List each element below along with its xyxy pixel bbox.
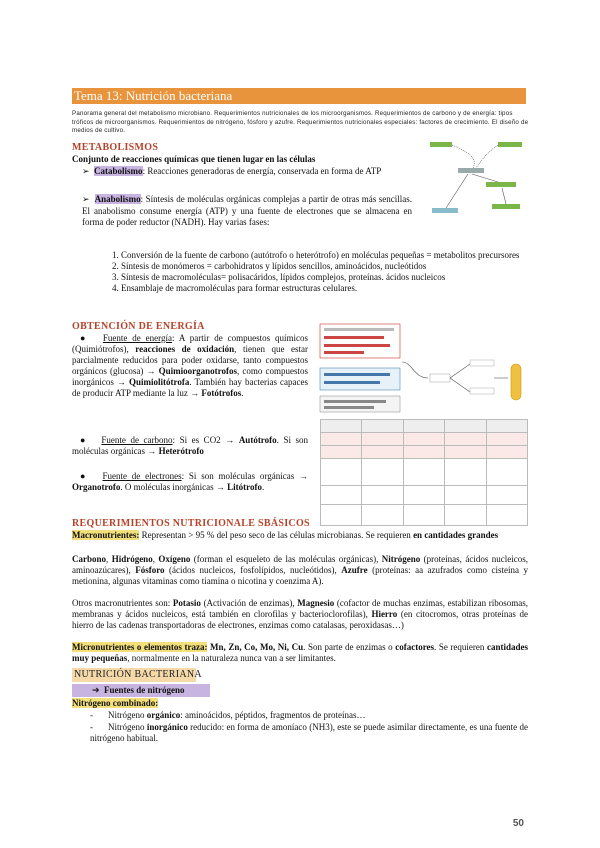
energy-diagram <box>318 322 528 414</box>
n-text: (proteínas, ácidos nucleicos, aminoazúcares), <box>72 554 528 575</box>
requerimientos-heading: REQUERIMIENTOS NUTRICIONALE SBÁSICOS <box>72 518 310 529</box>
fuente-electrones-text: . O moléculas inorgánicas → <box>120 482 228 492</box>
fase-item: 4. Ensamblaje de macromoléculas para formar estructuras celulares. <box>121 283 541 294</box>
carbono: Carbono <box>72 554 107 564</box>
bullet-icon: ● <box>80 471 89 481</box>
diagram-line <box>324 351 364 354</box>
fuente-carbono-text: . Si son moléculas orgánicas → <box>72 435 309 456</box>
micronutrientes-label: Micronutrientes o elementos traza: <box>72 642 208 652</box>
fuente-carbono-label: Fuente de carbono <box>101 435 173 445</box>
metabolismo-subheading: Conjunto de reacciones químicas que tienen lugar en las células <box>72 154 316 164</box>
bullet-icon: ● <box>80 435 88 445</box>
fe-text: (en citocromos, otras proteínas de hierro de las cadenas transportadoras de electrones, enzimas como catalasas, peroxidasas…) <box>72 609 528 630</box>
diagram-node <box>470 388 494 394</box>
diagram-line <box>324 373 390 376</box>
diagram-edge <box>452 145 474 168</box>
cantidades-grandes: en cantidades grandes <box>413 530 499 540</box>
item-text: : aminoácidos, péptidos, fragmentos de proteínas… <box>180 710 366 720</box>
metabolism-diagram <box>428 138 528 218</box>
diagram-line <box>324 336 384 339</box>
nitrogeno-item-organico <box>90 710 528 721</box>
litotrofo: Litótrofo <box>227 482 262 492</box>
fuente-energia-text: , tienen que estar parcialmente reducidos para poder oxidarse, tanto compuestos orgánicos (glucosa) → <box>72 344 308 376</box>
fuentes-nitrogeno <box>92 685 185 697</box>
cantidades-pequenas: cantidades muy pequeñas <box>72 642 528 663</box>
diagram-edge <box>502 188 506 204</box>
quimioorganotrofos: Quimioorganotrofos <box>158 366 238 376</box>
hidrogeno: Hidrógeno <box>111 554 153 564</box>
fosforo: Fósforo <box>135 565 165 575</box>
diagram-line <box>324 328 394 331</box>
fase-item: 3. Síntesis de macromoléculas= polisacáridos, lípidos complejos, proteínas. ácidos nucleicos <box>121 272 541 283</box>
catabolismo-text: : Reacciones generadoras de energía, conservada en forma de ATP <box>142 166 382 176</box>
diagram-box <box>320 368 400 390</box>
cho-text: (forman el esqueleto de las moléculas orgánicas), <box>190 554 382 564</box>
diagram-edge <box>402 362 428 378</box>
p-text: (ácidos nucleicos, fosfolípidos, nucleótidos), <box>164 565 342 575</box>
fuente-energia-text: : A partir de compuestos químicos (Quimiótrofos), <box>72 333 309 354</box>
azufre: Azufre <box>341 565 368 575</box>
diagram-line <box>324 400 386 403</box>
fuente-electrones-label: Fuente de electrones <box>102 471 182 481</box>
otros-macronutrientes <box>72 598 528 631</box>
diagram-node <box>498 142 522 147</box>
subtitle: Panorama general del metabolismo microbiano. Requerimientos nutricionales de los microorganismos. Requerimientos de carbono y de energía: tipos tróficos de microorganismos. Requerimientos de nitrógeno, fósforo y azufre. Requerimientos nutricionales especiales: factores de crecimiento. El diseño de medios de cultivo. <box>72 110 529 134</box>
item-text: Nitrógeno <box>108 722 147 732</box>
s-text: (proteínas: aa azufrados como cisteína y metionina, algunas vitaminas como tiamina o nicotina y coenzima A). <box>72 565 529 586</box>
anabolismo-label: Anabolismo <box>94 194 141 204</box>
arrow-icon: ➢ <box>82 167 90 177</box>
page-number: 50 <box>512 818 524 829</box>
diagram-node <box>492 204 520 209</box>
hierro: Hierro <box>371 609 398 619</box>
heterotrofo: Heterótrofo <box>158 446 204 456</box>
anabolismo-fases <box>107 250 541 294</box>
diagram-node <box>432 208 458 213</box>
combinado-label: Nitrógeno combinado: <box>72 698 159 708</box>
bacterium-icon <box>511 364 521 400</box>
diagram-node <box>430 374 450 382</box>
micro-text: , normalmente en la naturaleza nunca van a ser limitantes. <box>127 653 336 663</box>
item-text: Nitrógeno <box>108 710 147 720</box>
tipos-troficos-table <box>320 419 528 526</box>
anabolismo-item <box>82 194 412 228</box>
diagram-edge <box>450 364 470 378</box>
otros-text: Otros macronutrientes son: <box>72 598 173 608</box>
fuente-carbono-text: : Si es CO2 → <box>172 435 239 445</box>
diagram-node <box>430 142 452 147</box>
fuente-energia-label: Fuente de energía <box>102 333 172 343</box>
fase-item: 2. Síntesis de monómeros = carbohidratos y lípidos sencillos, aminoácidos, nucleótidos <box>121 261 541 272</box>
fuentes-label: Fuentes de nitrógeno <box>104 685 185 695</box>
bullet-icon: ● <box>80 333 89 343</box>
k-text: (Activación de enzimas), <box>200 598 298 608</box>
item-text: reducido: en forma de amoníaco (NH3), este se puede asimilar directamente, es una fuente de nitrógeno habitual. <box>90 722 528 743</box>
diagram-line <box>324 406 374 409</box>
diagram-line <box>324 381 380 384</box>
fuente-energia-block: ● Fuente de energía: A partir de compuestos químicos (Quimiótrofos), reacciones de oxidación, tienen que estar parcialmente reducidos para poder oxidarse, tanto compuestos orgánicos (glucosa) → Quimioorganotrofos, como compuestos inorgánicos → Quimiolitótrofa. También hay bacterias capaces de producir ATP mediante la luz → Fotótrofos. <box>72 333 309 398</box>
quimiolitotrofa: Quimiolitótrofa <box>128 377 190 387</box>
arrow-right-icon: ➔ <box>92 686 100 696</box>
dash-icon: - <box>90 710 93 720</box>
organico: orgánico <box>146 710 181 720</box>
diagram-edge <box>450 378 470 392</box>
mg-text: (cofactor de muchas enzimas, estabilizan ribosomas, membranas y ácidos nucleicos, está también en clorofilas y bacterioclorofilas), <box>72 598 529 619</box>
diagram-node <box>458 168 484 173</box>
elementos-block: Carbono, Hidrógeno, Oxígeno (forman el esqueleto de las moléculas orgánicas), Nitrógeno (proteínas, ácidos nucleicos, aminoazúcares), Fósforo (ácidos nucleicos, fosfolípidos, nucleótidos), Azufre (proteínas: aa azufrados como cisteína y metionina, algunas vitaminas como tiamina o nicotina y coenzima A). <box>72 554 529 586</box>
anabolismo-text: : Síntesis de moléculas orgánicas complejas a partir de otras más sencillas. El anabolismo consume energía (ATP) y una fuente de electrones que se almacena en forma de poder reductor (NADH). Hay varias fases: <box>82 194 413 227</box>
fuente-carbono-block <box>72 435 308 457</box>
catabolismo-label: Catabolismo <box>94 166 143 176</box>
fase-item: 1. Conversión de la fuente de carbono (autótrofo o heterótrofo) en moléculas pequeñas = metabolitos precursores <box>121 250 541 261</box>
nitrogeno-combinado <box>72 698 158 709</box>
micro-elements: Mn, Zn, Co, Mo, Ni, Cu <box>207 642 304 652</box>
diagram-node <box>486 182 516 187</box>
reacciones-oxidacion: reacciones de oxidación <box>135 344 235 354</box>
inorganico: inorgánico <box>146 722 188 732</box>
macro-text: Representan > 95 % del peso seco de las células microbianas. Se requieren <box>139 530 414 540</box>
oxigeno: Oxígeno <box>158 554 191 564</box>
diagram-edge <box>472 174 498 182</box>
dash-icon: - <box>90 722 93 732</box>
micro-text: . Son parte de enzimas o <box>303 642 396 652</box>
macronutrientes-block <box>72 530 528 541</box>
nutricion-heading: NUTRICIÓN BACTERIANA <box>74 669 202 680</box>
magnesio: Magnesio <box>297 598 335 608</box>
catabolismo-item <box>82 166 412 178</box>
fuente-energia-text: . También hay bacterias capaces de producir ATP mediante la luz → <box>72 377 309 398</box>
diagram-node <box>470 360 494 366</box>
autotrofo: Autótrofo <box>238 435 277 445</box>
energia-heading: OBTENCIÓN DE ENERGÍA <box>72 321 205 332</box>
fototrofos: Fotótrofos <box>201 388 242 398</box>
arrow-icon: ➢ <box>82 195 90 205</box>
micronutrientes-block <box>72 642 528 664</box>
metabolismo-heading: METABOLISMOS <box>72 142 159 153</box>
potasio: Potasio <box>172 598 201 608</box>
diagram-box <box>320 396 400 412</box>
macronutrientes-label: Macronutrientes: <box>72 530 140 540</box>
nitrogeno: Nitrógeno <box>381 554 421 564</box>
fuente-energia-text: , como compuestos inorgánicos → <box>72 366 308 387</box>
diagram-line <box>324 344 390 347</box>
diagram-edge <box>446 174 468 208</box>
micro-text: . Se requieren <box>434 642 487 652</box>
cofactores: cofactores <box>395 642 435 652</box>
organotrofo: Organotrofo <box>72 482 121 492</box>
fuente-electrones-block: ● Fuente de electrones: Si son moléculas orgánicas → Organotrofo. O moléculas inorgánicas → Litótrofo. <box>72 471 309 492</box>
nitrogeno-item-inorganico <box>90 722 528 744</box>
diagram-edge <box>476 145 498 168</box>
fuente-electrones-text: : Si son moléculas orgánicas → <box>181 471 309 481</box>
page-title: Tema 13: Nutrición bacteriana <box>74 88 233 103</box>
